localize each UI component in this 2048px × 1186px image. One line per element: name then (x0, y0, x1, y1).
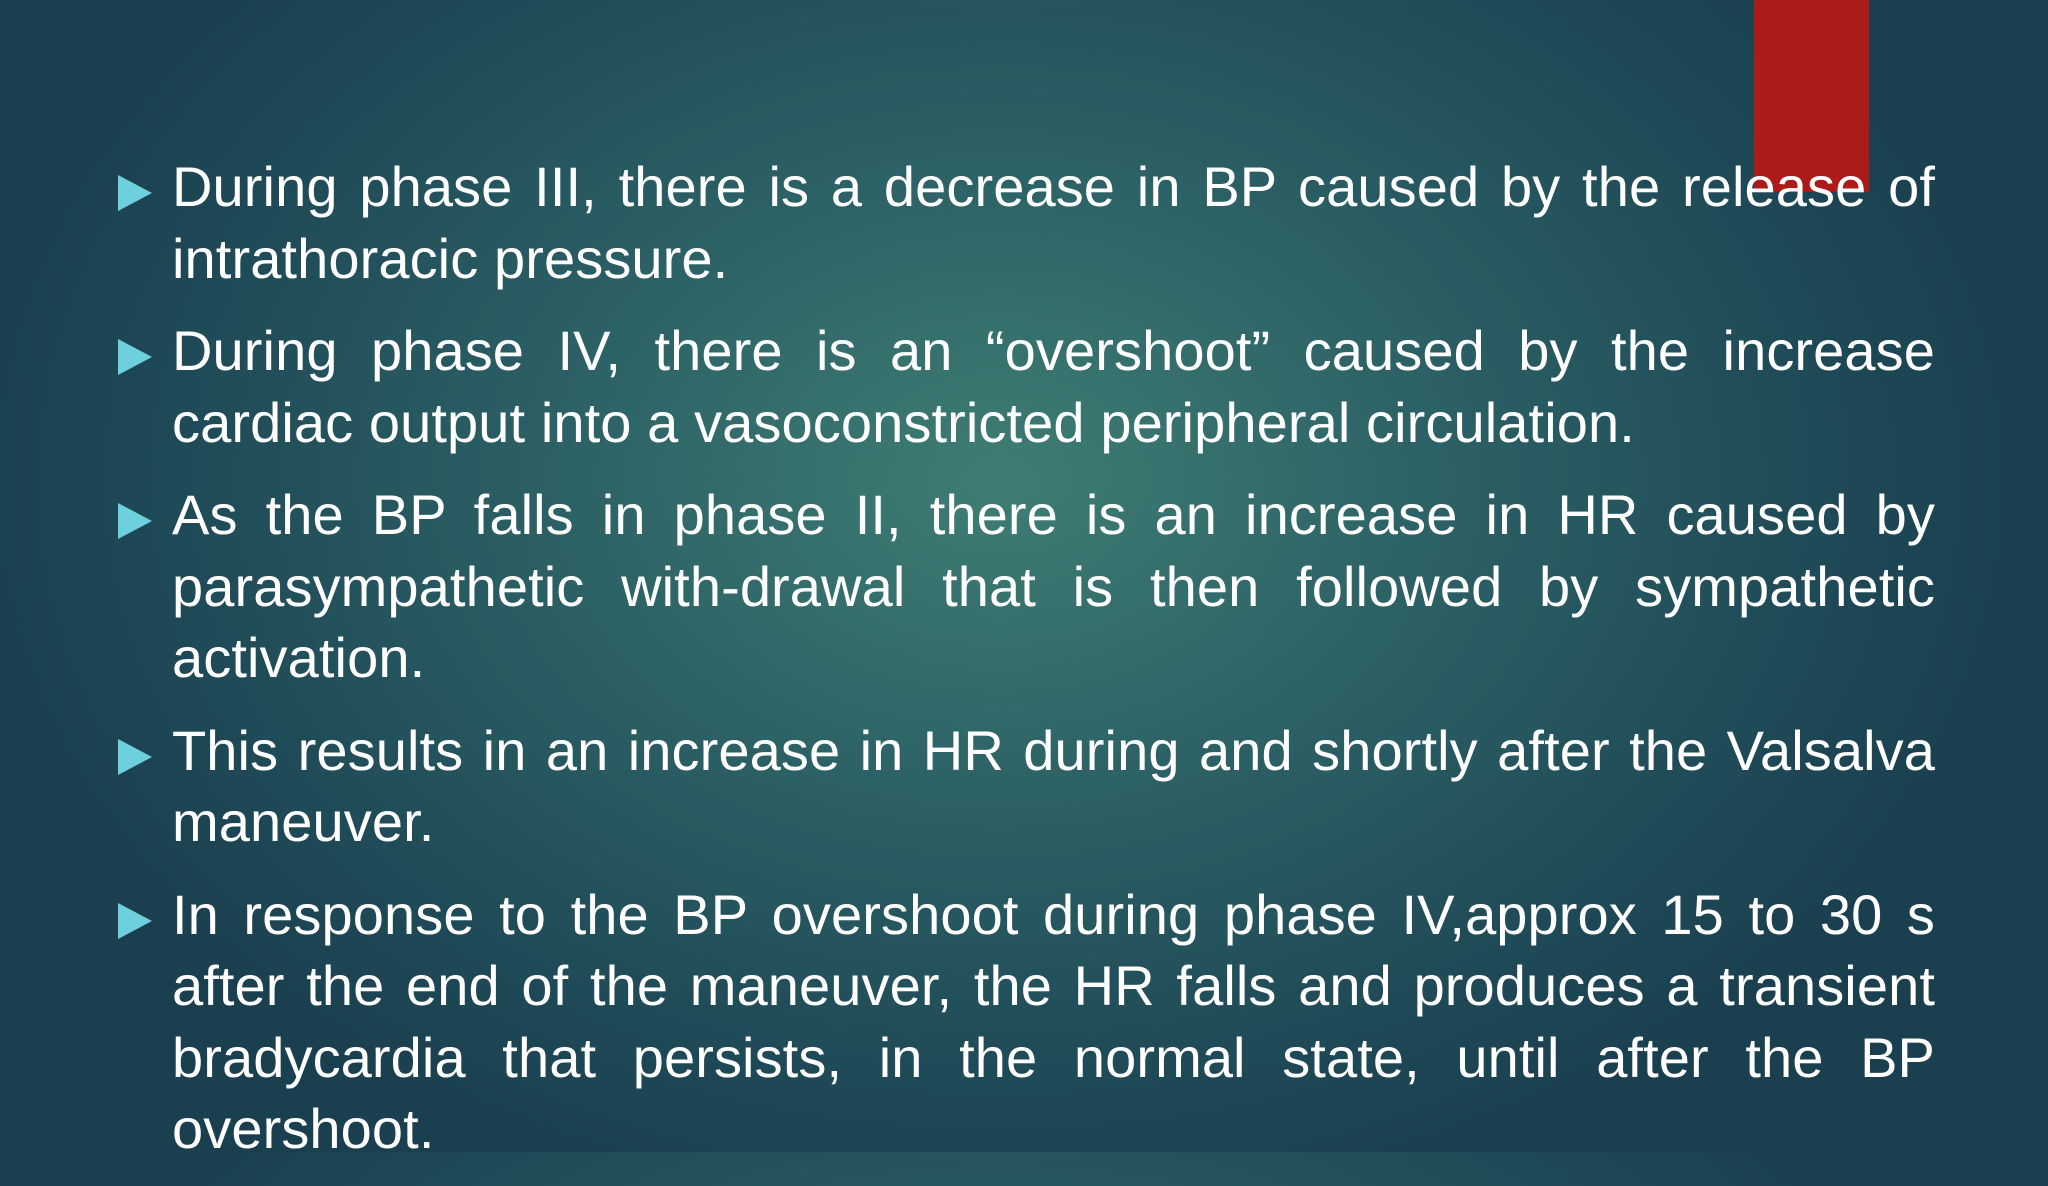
bullet-item (115, 151, 1935, 294)
bullet-item (115, 879, 1935, 1165)
bullet-item (115, 479, 1935, 694)
bullet-text: In response to the BP overshoot during phase IV,approx 15 to 30 s after the end of the maneuver, the HR falls and produces a transient bradycardia that persists, in the normal state, until after the BP overshoot. (172, 882, 1935, 1160)
triangle-bullet-icon (118, 175, 152, 211)
bullet-text: As the BP falls in phase II, there is an increase in HR caused by parasympathetic with-drawal that is then followed by sympathetic activation. (172, 483, 1935, 689)
bullet-list (115, 151, 1935, 1186)
bullet-text: During phase III, there is a decrease in BP caused by the release of intrathoracic pressure. (172, 155, 1935, 290)
triangle-bullet-icon (118, 339, 152, 375)
triangle-bullet-icon (118, 503, 152, 539)
bullet-item (115, 715, 1935, 858)
bullet-text: This results in an increase in HR during and shortly after the Valsalva maneuver. (172, 718, 1935, 853)
bullet-text: During phase IV, there is an “overshoot” caused by the increase cardiac output into a vasoconstricted peripheral circulation. (172, 319, 1935, 454)
triangle-bullet-icon (118, 903, 152, 939)
bullet-item (115, 315, 1935, 458)
triangle-bullet-icon (118, 739, 152, 775)
